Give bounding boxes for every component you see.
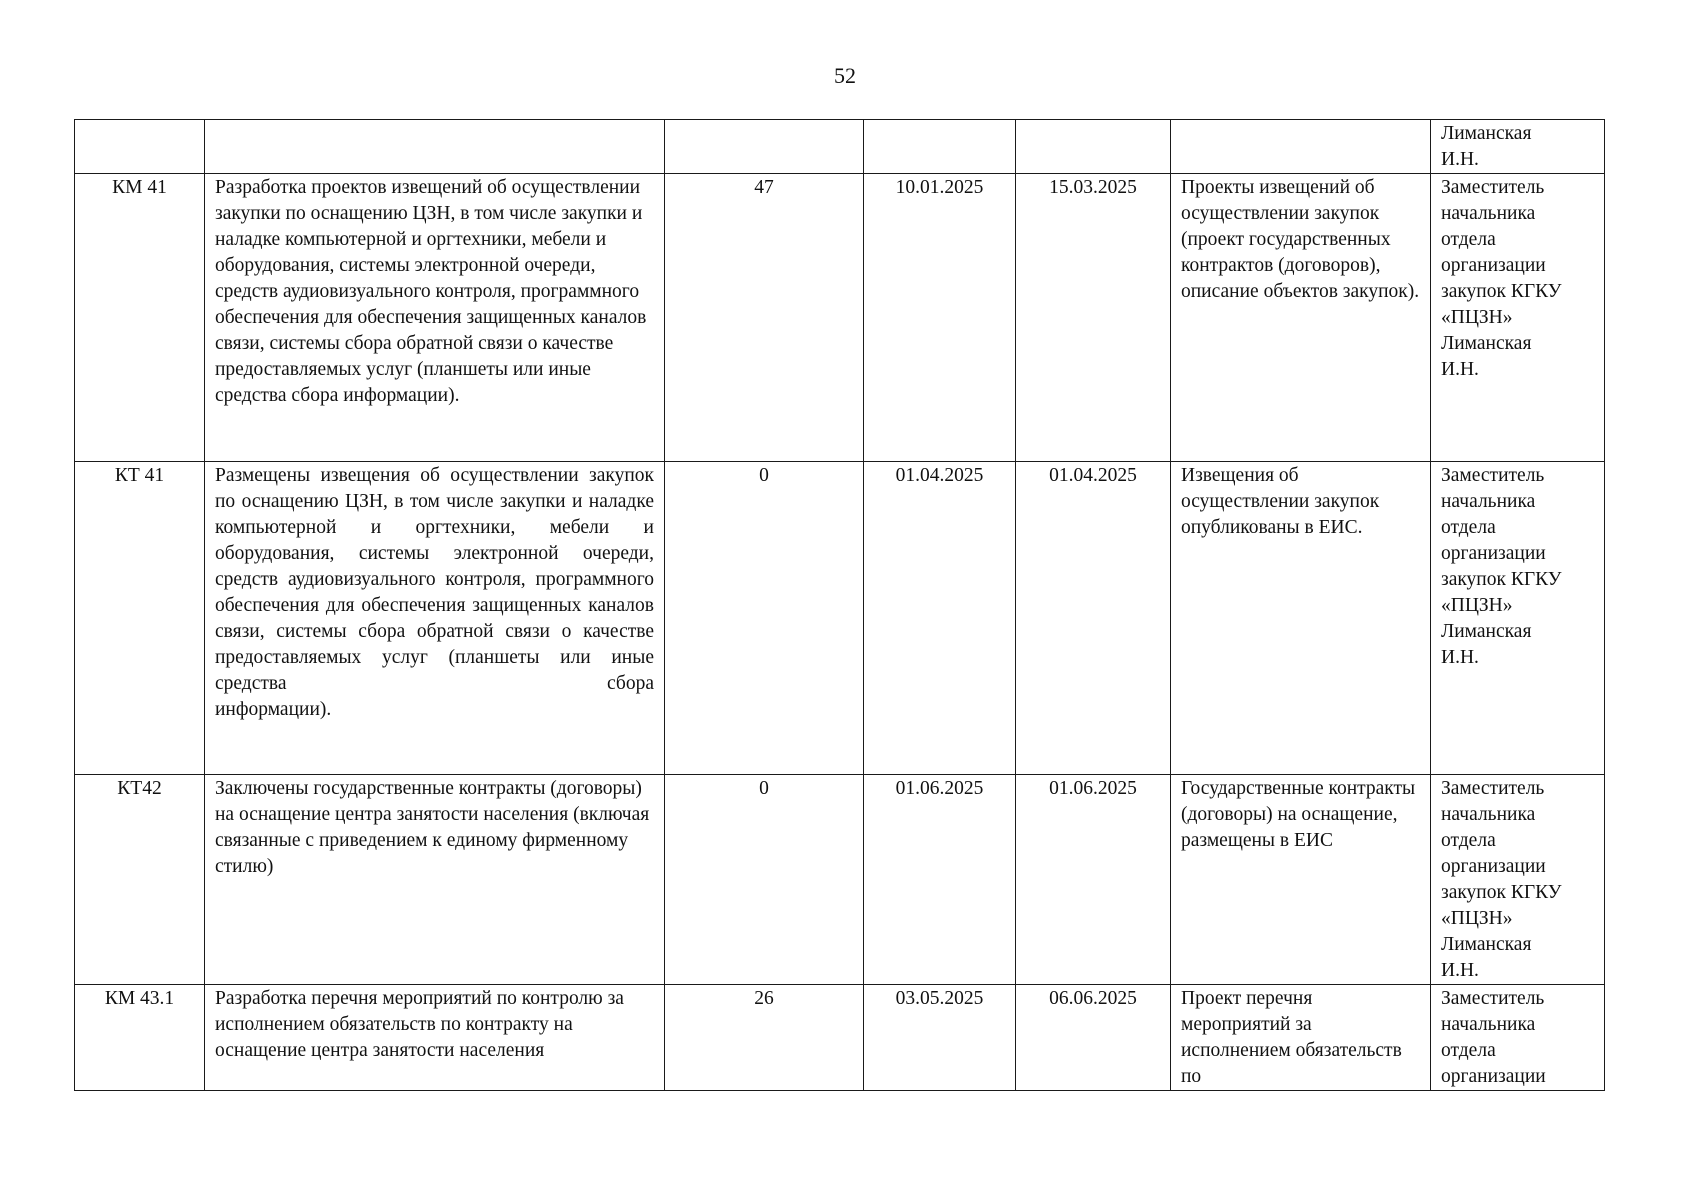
row-id-cell: КМ 43.1: [75, 985, 205, 1091]
responsible-line: Лиманская: [1441, 621, 1532, 642]
responsible-line: Лиманская: [1441, 123, 1532, 144]
row-start-date-cell: 01.04.2025: [864, 462, 1016, 775]
activities-table: [74, 119, 1605, 1091]
responsible-line: И.Н.: [1441, 359, 1479, 380]
responsible-line: Лиманская: [1441, 333, 1532, 354]
row-id-cell: КМ 41: [75, 174, 205, 462]
row-name-cell: Разработка проектов извещений об осуществлении закупки по оснащению ЦЗН, в том числе закупки и наладке компьютерной и оргтехники, мебели и оборудования, системы электронной очереди, средств аудиовизуального контроля, программного обеспечения для обеспечения защищенных каналов связи, системы сбора обратной связи о качестве предоставляемых услуг (планшеты или иные средства сбора информации).: [205, 174, 665, 462]
row-name-text-end: информации).: [215, 699, 332, 720]
row-name-cell: Разработка перечня мероприятий по контролю за исполнением обязательств по контракту на оснащение центра занятости населения: [205, 985, 665, 1091]
row-responsible-cell: [1431, 775, 1605, 985]
responsible-line: начальника: [1441, 491, 1536, 512]
responsible-line: организации: [1441, 255, 1546, 276]
responsible-line: «ПЦЗН»: [1441, 595, 1513, 616]
row-end-date-cell: [1016, 120, 1171, 174]
row-value-cell: 47: [665, 174, 864, 462]
responsible-line: Лиманская: [1441, 934, 1532, 955]
responsible-line: И.Н.: [1441, 149, 1479, 170]
table-row: [75, 120, 1605, 174]
row-value-cell: [665, 120, 864, 174]
responsible-line: организации: [1441, 856, 1546, 877]
responsible-line: начальника: [1441, 203, 1536, 224]
row-responsible-cell: [1431, 120, 1605, 174]
responsible-line: И.Н.: [1441, 960, 1479, 981]
responsible-line: Заместитель: [1441, 778, 1545, 799]
row-responsible-cell: [1431, 462, 1605, 775]
row-name-cell: Заключены государственные контракты (договоры) на оснащение центра занятости населения (включая связанные с приведением к единому фирменному стилю): [205, 775, 665, 985]
row-id-cell: [75, 120, 205, 174]
row-end-date-cell: 06.06.2025: [1016, 985, 1171, 1091]
row-result-cell: [1171, 120, 1431, 174]
responsible-line: закупок КГКУ: [1441, 882, 1562, 903]
row-start-date-cell: 01.06.2025: [864, 775, 1016, 985]
row-name-cell: [205, 462, 665, 775]
responsible-line: закупок КГКУ: [1441, 281, 1562, 302]
row-end-date-cell: 01.04.2025: [1016, 462, 1171, 775]
responsible-line: закупок КГКУ: [1441, 569, 1562, 590]
responsible-line: И.Н.: [1441, 647, 1479, 668]
table-row: [75, 775, 1605, 985]
page-number: 52: [834, 63, 856, 88]
responsible-line: организации: [1441, 1066, 1546, 1087]
responsible-line: «ПЦЗН»: [1441, 908, 1513, 929]
row-start-date-cell: [864, 120, 1016, 174]
responsible-line: Заместитель: [1441, 988, 1545, 1009]
row-value-cell: 26: [665, 985, 864, 1091]
row-result-cell: Проекты извещений об осуществлении закупок (проект государственных контрактов (договоров), описание объектов закупок).: [1171, 174, 1431, 462]
responsible-line: начальника: [1441, 804, 1536, 825]
row-result-cell: Извещения об осуществлении закупок опубликованы в ЕИС.: [1171, 462, 1431, 775]
responsible-line: Заместитель: [1441, 177, 1545, 198]
row-responsible-cell: [1431, 985, 1605, 1091]
row-id-cell: КТ42: [75, 775, 205, 985]
row-result-cell: Проект перечня мероприятий за исполнением обязательств по: [1171, 985, 1431, 1091]
responsible-line: Заместитель: [1441, 465, 1545, 486]
row-responsible-cell: [1431, 174, 1605, 462]
table-row: [75, 462, 1605, 775]
row-start-date-cell: 10.01.2025: [864, 174, 1016, 462]
row-value-cell: 0: [665, 775, 864, 985]
row-end-date-cell: 15.03.2025: [1016, 174, 1171, 462]
table-row: [75, 174, 1605, 462]
table-row: [75, 985, 1605, 1091]
responsible-line: отдела: [1441, 229, 1496, 250]
row-end-date-cell: 01.06.2025: [1016, 775, 1171, 985]
row-value-cell: 0: [665, 462, 864, 775]
responsible-line: отдела: [1441, 1040, 1496, 1061]
row-name-text: Размещены извещения об осуществлении закупок по оснащению ЦЗН, в том числе закупки и наладке компьютерной и оргтехники, мебели и оборудования, системы электронной очереди, средств аудиовизуального контроля, программного обеспечения для обеспечения защищенных каналов связи, системы сбора обратной связи о качестве предоставляемых услуг (планшеты или иные средства сбора: [215, 465, 654, 694]
responsible-line: организации: [1441, 543, 1546, 564]
responsible-line: «ПЦЗН»: [1441, 307, 1513, 328]
responsible-line: отдела: [1441, 830, 1496, 851]
responsible-line: отдела: [1441, 517, 1496, 538]
row-name-cell: [205, 120, 665, 174]
row-start-date-cell: 03.05.2025: [864, 985, 1016, 1091]
responsible-line: начальника: [1441, 1014, 1536, 1035]
row-result-cell: Государственные контракты (договоры) на оснащение, размещены в ЕИС: [1171, 775, 1431, 985]
row-id-cell: КТ 41: [75, 462, 205, 775]
